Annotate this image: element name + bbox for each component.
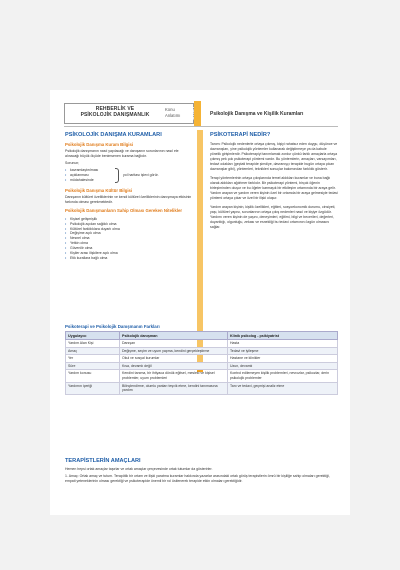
list-item: • kavramlaştırılması — [65, 168, 193, 173]
table-cell: Uzun, devamlı — [228, 362, 338, 370]
column-header: Uygulayıcı — [66, 332, 120, 340]
column-header: Klinik psikolog - psikiyatrist — [228, 332, 338, 340]
paragraph: Hemen hepsi ortak amaçlar taşırlar ve ortak amaçlar çerçevesinde ortak tutumlar da gösterirler. — [65, 467, 213, 471]
header-right-title: Psikolojik Danışma ve Kişilik Kuramları — [210, 111, 304, 117]
list-item: • Değişime açık olma — [65, 231, 193, 236]
section-title: PSİKOLOJİK DANIŞMA KURAMLARI — [65, 132, 162, 138]
section-title: PSİKOTERAPİ NEDİR? — [210, 132, 271, 138]
table-cell: Okul ve sosyal kurumlar — [120, 355, 228, 363]
list-item: • Güvenilir olma — [65, 246, 193, 251]
column-header: Psikolojik danışman — [120, 332, 228, 340]
list-item: • Kişiler arası ilişkilere açık olma — [65, 251, 193, 256]
header-divider — [64, 126, 338, 127]
table-cell: Yardımın içeriği — [66, 382, 120, 394]
paragraph: Danışanın kültürel özelliklerinin ve kendi kültürel özelliklerinin danışmaya etkisinin farkında olması gerekmektedir. — [65, 194, 192, 204]
paragraph: Psikolojik danışmanın nasıl yapılacağı ve danışanın sorunlarının nasıl ele alınacağı büyük ölçüde benimsenen kurama bağlıdır. — [65, 149, 179, 158]
table-row — [66, 340, 338, 348]
list-item: • Kültürel farklılıklara duyarlı olma — [65, 227, 193, 232]
paragraph: Terapi yöntemlerinin ortaya çıkışlarında temel aldıkları kuramlar ve buna bağlı olarak aldıkları ağılrimer farklıdır. Bir psikoterapi yöntemi, birçok öğenin birleşiminden oluşur ve bu öğeler karmaşık bir etkileşim ortamında bir araya gelir. Yardım arayan ve yardım veren kişinin özel bir ortamda bir araya gelmesiyle tedavi yöntemi ortaya çıkar ve özel bir ilişki oluşur. — [210, 176, 338, 200]
table-cell: Bilinçlendirme, olumlu yanları teşvik etme, kendini tanımasına yardım — [120, 382, 228, 394]
section-title: TERAPİSTLERİN AMAÇLARI — [65, 458, 141, 464]
bottom-section — [65, 458, 338, 486]
table-title: Psikoterapi ve Psikolojik Danışmanın Farkları — [65, 324, 160, 329]
table-cell: Kısa, devamlı değil — [120, 362, 228, 370]
table-cell: Hasta — [228, 340, 338, 348]
header-title-box — [64, 103, 194, 124]
table-row — [66, 347, 338, 355]
table-cell: Yardım Alan Kişi — [66, 340, 120, 348]
list-item: • Etik kurallara bağlı olma — [65, 256, 193, 261]
table-cell: Tanı ve tedavi, geçmişi analiz etme — [228, 382, 338, 394]
list-item: • Psikolojik açıdan sağlıklı olma — [65, 222, 193, 227]
table-row — [66, 355, 338, 363]
paragraph: 1. Amaç: Ortak amaç ve tutum. Terapötik bir ortam ve ilişki yaratma kuramlar hakkında yazarlar arasındaki ortak görüş terapistlerin ömrü bir kişiliğe sahip olmaları gerektiği, empati yeteneklerinin olması gerektiği ve psikoterapide önemli bir rol üstlenerek terapide etkin olmaları gerektiğidir. — [65, 474, 330, 483]
table-row — [66, 382, 338, 394]
list-item: • açıklanması — [65, 173, 193, 178]
header-title: REHBERLİK VE PSİKOLOJİK DANIŞMANLIK — [80, 106, 150, 118]
subsection-title: Psikolojik Danışma Kültür Bilgisi — [65, 187, 133, 193]
list-item: • Yetkin olma — [65, 241, 193, 246]
header-tab: ÖABT — [194, 101, 201, 127]
table-cell: Kontrol edilemeyen kişilik problemleri, nevrozlar, psikozlar, derin psikolojik problemler — [228, 370, 338, 382]
table-row — [66, 362, 338, 370]
table-cell: Yardım konusu — [66, 370, 120, 382]
table-cell: Süre — [66, 362, 120, 370]
paragraph: Yardım arayan kişinin, kişilik özellikleri, eğitimi, sosyoekonomik durumu, cinsiyeti, yaşı, kültürel yapısı, sorunlarının ortaya çıkış nedenleri nasıl ve kişiye özgüdür. Yardımı veren kişinin de yaşını, deneyimleri, eğitimi, bilgi ve becerileri, değerleri, duyarlılığı, olgunluğu, zekası ve esnekliği bu tedavi ortamının özgün olmasını sağlar. — [210, 205, 336, 229]
brace-icon — [115, 168, 119, 183]
paragraph: Tanım: Psikolojik nedenlerle ortaya çıkmış, kişiyi rahatsız eden duygu, düşünce ve davranışları, yine psikolojik yöntemler kullanarak değiştirmeye ya da kabule yönelik girişimlerdir. Psikoterapiyi tanımlamak zordur çünkü farklı amaçlarla ortaya çıkmış pek çok psikoterapi yöntemi vardır. Bu yöntemlerin, amaçları, varsayımları, tedavi odakları (geçtati terapide şimdiye, davranışçı terapide bugün ortaya çıkan davranışlar gibi), yöntemleri, teknikleri sonuçlar bakımından farklılık gösterir. — [210, 142, 338, 171]
table-cell: Yer — [66, 355, 120, 363]
paragraph: Sorunun; — [65, 161, 80, 165]
list-item: • Nesnel olma — [65, 236, 193, 241]
table-header-row — [66, 332, 338, 340]
list-item: • Kişisel gelişmişlik — [65, 217, 193, 222]
center-strip — [197, 130, 203, 365]
page-header — [50, 103, 350, 125]
subsection-title: Psikolojik Danışma Kuram Bilgisi — [65, 142, 134, 147]
book-page — [50, 90, 350, 515]
left-column — [65, 132, 193, 261]
table-cell: Değişme, seçim ve uyum yapma, kendini gerçekleştirme — [120, 347, 228, 355]
list-item: • müdahalesinde — [65, 178, 193, 183]
subsection-title: Psikolojik Danışmanların Sahip Olması Gereken Nitelikler — [65, 207, 183, 213]
header-subtitle: Konu Anlatımı — [165, 107, 181, 118]
comparison-table — [65, 331, 338, 395]
brace-list — [65, 168, 193, 183]
table-cell: Danışan — [120, 340, 228, 348]
right-column — [210, 132, 338, 232]
table-row — [66, 370, 338, 382]
table-cell: Tedavi ve iyileşme — [228, 347, 338, 355]
brace-label: yol haritası işlevi görür. — [123, 173, 159, 177]
table-cell: Amaç — [66, 347, 120, 355]
table-cell: Kendini tanıma, bir ihtiyaca dönük eğitsel, mesleki ve kişisel problemler, uyum problemleri — [120, 370, 228, 382]
table-cell: Hastane ve klinikler — [228, 355, 338, 363]
